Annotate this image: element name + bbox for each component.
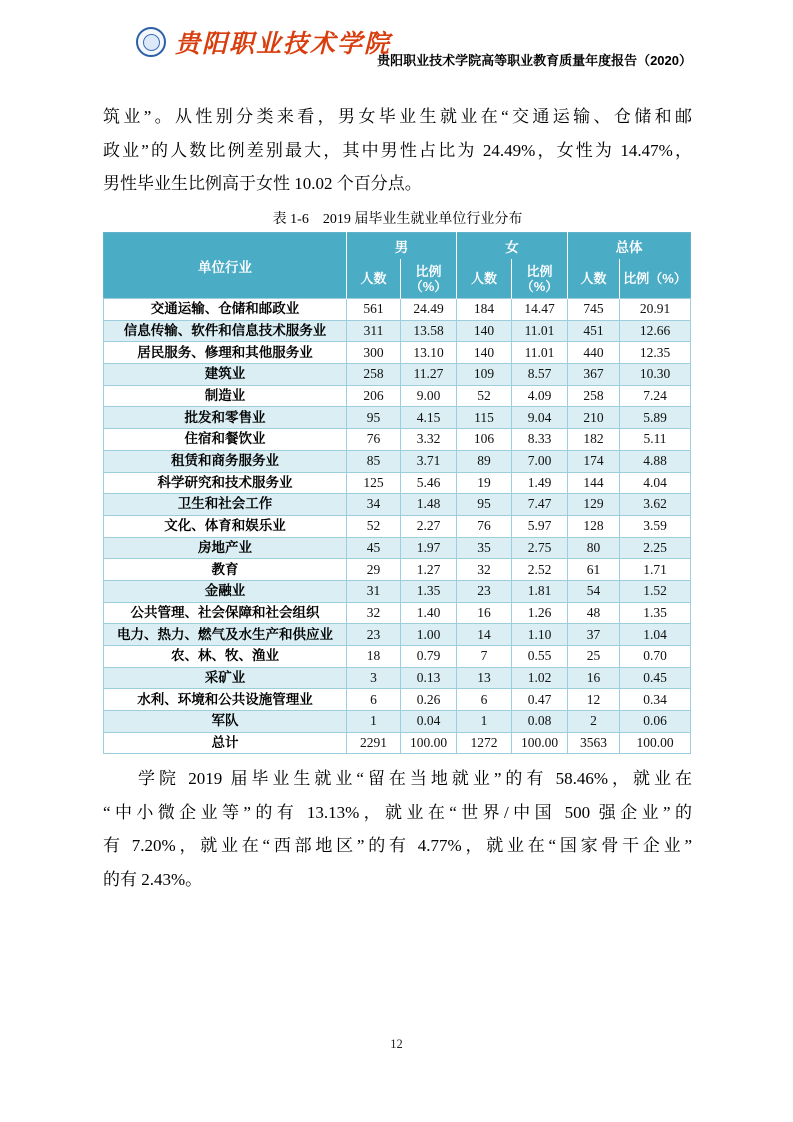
industry-cell: 军队 — [104, 711, 347, 733]
text-line: 有 7.20%，就业在“西部地区”的有 4.77%，就业在“国家骨干企业” — [103, 836, 692, 855]
value-cell: 32 — [347, 602, 401, 624]
value-cell: 1.02 — [512, 667, 568, 689]
value-cell: 61 — [568, 559, 620, 581]
value-cell: 9.04 — [512, 407, 568, 429]
industry-cell: 建筑业 — [104, 364, 347, 386]
value-cell: 311 — [347, 320, 401, 342]
industry-cell: 批发和零售业 — [104, 407, 347, 429]
value-cell: 115 — [457, 407, 512, 429]
value-cell: 35 — [457, 537, 512, 559]
value-cell: 5.46 — [401, 472, 457, 494]
value-cell: 2.52 — [512, 559, 568, 581]
value-cell: 18 — [347, 646, 401, 668]
value-cell: 4.15 — [401, 407, 457, 429]
value-cell: 34 — [347, 494, 401, 516]
value-cell: 32 — [457, 559, 512, 581]
value-cell: 174 — [568, 450, 620, 472]
value-cell: 3.62 — [620, 494, 691, 516]
table-row — [104, 299, 691, 321]
value-cell: 4.09 — [512, 385, 568, 407]
value-cell: 0.34 — [620, 689, 691, 711]
value-cell: 95 — [347, 407, 401, 429]
value-cell: 31 — [347, 580, 401, 602]
value-cell: 2 — [568, 711, 620, 733]
ratio-label-line: （%） — [520, 278, 559, 294]
value-cell: 16 — [568, 667, 620, 689]
header-total-group: 总体 — [568, 233, 691, 260]
table-row — [104, 559, 691, 581]
value-cell: 1.81 — [512, 580, 568, 602]
value-cell: 7.00 — [512, 450, 568, 472]
table-row — [104, 472, 691, 494]
value-cell: 14.47 — [512, 299, 568, 321]
value-cell: 52 — [457, 385, 512, 407]
value-cell: 1.35 — [401, 580, 457, 602]
value-cell: 1272 — [457, 732, 512, 754]
text-line: 政业”的人数比例差别最大，其中男性占比为 24.49%，女性为 14.47%， — [103, 140, 692, 160]
text-line: 的有 2.43%。 — [103, 869, 203, 889]
industry-cell: 住宿和餐饮业 — [104, 429, 347, 451]
table-row — [104, 602, 691, 624]
industry-cell: 公共管理、社会保障和社会组织 — [104, 602, 347, 624]
value-cell: 85 — [347, 450, 401, 472]
value-cell: 300 — [347, 342, 401, 364]
value-cell: 140 — [457, 320, 512, 342]
table-row — [104, 624, 691, 646]
value-cell: 7.47 — [512, 494, 568, 516]
value-cell: 128 — [568, 515, 620, 537]
value-cell: 37 — [568, 624, 620, 646]
value-cell: 1.71 — [620, 559, 691, 581]
college-logo-text: 贵阳职业技术学院 — [175, 29, 392, 58]
table-row — [104, 667, 691, 689]
value-cell: 8.33 — [512, 429, 568, 451]
value-cell: 16 — [457, 602, 512, 624]
value-cell: 367 — [568, 364, 620, 386]
value-cell: 561 — [347, 299, 401, 321]
value-cell: 1.97 — [401, 537, 457, 559]
industry-cell: 教育 — [104, 559, 347, 581]
table-row — [104, 450, 691, 472]
value-cell: 76 — [347, 429, 401, 451]
value-cell: 440 — [568, 342, 620, 364]
ratio-label-line: 比例 — [415, 263, 442, 279]
value-cell: 451 — [568, 320, 620, 342]
table-caption: 表 1-6 2019 届毕业生就业单位行业分布 — [272, 212, 523, 227]
value-cell: 258 — [568, 385, 620, 407]
value-cell: 1.52 — [620, 580, 691, 602]
page-number: 12 — [390, 1037, 403, 1051]
value-cell: 23 — [457, 580, 512, 602]
value-cell: 76 — [457, 515, 512, 537]
industry-cell: 总计 — [104, 732, 347, 754]
value-cell: 95 — [457, 494, 512, 516]
value-cell: 6 — [347, 689, 401, 711]
header-male-ratio — [401, 259, 457, 299]
college-logo — [136, 24, 391, 60]
value-cell: 24.49 — [401, 299, 457, 321]
value-cell: 89 — [457, 450, 512, 472]
value-cell: 9.00 — [401, 385, 457, 407]
value-cell: 129 — [568, 494, 620, 516]
value-cell: 13 — [457, 667, 512, 689]
value-cell: 8.57 — [512, 364, 568, 386]
table-row — [104, 342, 691, 364]
value-cell: 1.10 — [512, 624, 568, 646]
value-cell: 5.89 — [620, 407, 691, 429]
industry-cell: 水利、环境和公共设施管理业 — [104, 689, 347, 711]
value-cell: 0.08 — [512, 711, 568, 733]
industry-cell: 科学研究和技术服务业 — [104, 472, 347, 494]
value-cell: 12 — [568, 689, 620, 711]
header-total-ratio: 比例（%） — [620, 259, 691, 299]
table-row — [104, 711, 691, 733]
value-cell: 11.01 — [512, 342, 568, 364]
value-cell: 11.27 — [401, 364, 457, 386]
value-cell: 3 — [347, 667, 401, 689]
paragraph-gender-analysis — [103, 100, 692, 201]
table-row — [104, 320, 691, 342]
value-cell: 19 — [457, 472, 512, 494]
value-cell: 258 — [347, 364, 401, 386]
value-cell: 0.13 — [401, 667, 457, 689]
value-cell: 7 — [457, 646, 512, 668]
value-cell: 2.25 — [620, 537, 691, 559]
value-cell: 1 — [347, 711, 401, 733]
value-cell: 25 — [568, 646, 620, 668]
value-cell: 48 — [568, 602, 620, 624]
value-cell: 3.32 — [401, 429, 457, 451]
table-row — [104, 732, 691, 754]
table-row — [104, 515, 691, 537]
value-cell: 140 — [457, 342, 512, 364]
header-female-ratio — [512, 259, 568, 299]
paragraph-employment-stats — [103, 762, 692, 896]
industry-cell: 制造业 — [104, 385, 347, 407]
industry-table-body — [104, 299, 691, 754]
value-cell: 0.70 — [620, 646, 691, 668]
header-total-count: 人数 — [568, 259, 620, 299]
industry-cell: 农、林、牧、渔业 — [104, 646, 347, 668]
ratio-label-line: （%） — [409, 278, 448, 294]
text-line: 男性毕业生比例高于女性 10.02 个百分点。 — [103, 174, 422, 193]
header-female-count: 人数 — [457, 259, 512, 299]
value-cell: 1.48 — [401, 494, 457, 516]
value-cell: 5.11 — [620, 429, 691, 451]
value-cell: 4.04 — [620, 472, 691, 494]
value-cell: 2291 — [347, 732, 401, 754]
value-cell: 206 — [347, 385, 401, 407]
value-cell: 0.26 — [401, 689, 457, 711]
table-row — [104, 385, 691, 407]
text-line: “中小微企业等”的有 13.13%，就业在“世界/中国 500 强企业”的 — [103, 802, 692, 822]
value-cell: 3.59 — [620, 515, 691, 537]
industry-cell: 文化、体育和娱乐业 — [104, 515, 347, 537]
value-cell: 2.27 — [401, 515, 457, 537]
table-header-group-row — [104, 233, 691, 260]
value-cell: 1.00 — [401, 624, 457, 646]
value-cell: 2.75 — [512, 537, 568, 559]
value-cell: 1.49 — [512, 472, 568, 494]
table-row — [104, 580, 691, 602]
value-cell: 5.97 — [512, 515, 568, 537]
value-cell: 0.04 — [401, 711, 457, 733]
industry-cell: 卫生和社会工作 — [104, 494, 347, 516]
value-cell: 184 — [457, 299, 512, 321]
value-cell: 144 — [568, 472, 620, 494]
value-cell: 0.45 — [620, 667, 691, 689]
industry-cell: 金融业 — [104, 580, 347, 602]
value-cell: 54 — [568, 580, 620, 602]
value-cell: 12.66 — [620, 320, 691, 342]
value-cell: 13.58 — [401, 320, 457, 342]
header-male-group: 男 — [347, 233, 457, 260]
industry-cell: 信息传输、软件和信息技术服务业 — [104, 320, 347, 342]
value-cell: 1.27 — [401, 559, 457, 581]
value-cell: 100.00 — [401, 732, 457, 754]
value-cell: 106 — [457, 429, 512, 451]
value-cell: 0.47 — [512, 689, 568, 711]
ratio-label-line: 比例 — [526, 263, 553, 279]
industry-cell: 交通运输、仓储和邮政业 — [104, 299, 347, 321]
college-emblem-icon — [136, 27, 166, 57]
college-emblem-inner-ring — [143, 34, 160, 51]
value-cell: 10.30 — [620, 364, 691, 386]
table-row — [104, 689, 691, 711]
industry-cell: 电力、热力、燃气及水生产和供应业 — [104, 624, 347, 646]
value-cell: 80 — [568, 537, 620, 559]
header-male-count: 人数 — [347, 259, 401, 299]
value-cell: 12.35 — [620, 342, 691, 364]
value-cell: 52 — [347, 515, 401, 537]
value-cell: 1 — [457, 711, 512, 733]
industry-cell: 房地产业 — [104, 537, 347, 559]
value-cell: 3.71 — [401, 450, 457, 472]
value-cell: 0.06 — [620, 711, 691, 733]
value-cell: 125 — [347, 472, 401, 494]
value-cell: 20.91 — [620, 299, 691, 321]
table-row — [104, 407, 691, 429]
text-line: 学院 2019 届毕业生就业“留在当地就业”的有 58.46%，就业在 — [138, 769, 692, 788]
value-cell: 1.26 — [512, 602, 568, 624]
value-cell: 6 — [457, 689, 512, 711]
value-cell: 109 — [457, 364, 512, 386]
value-cell: 1.04 — [620, 624, 691, 646]
report-title: 贵阳职业技术学院高等职业教育质量年度报告（2020） — [377, 53, 692, 68]
value-cell: 1.35 — [620, 602, 691, 624]
value-cell: 1.40 — [401, 602, 457, 624]
value-cell: 3563 — [568, 732, 620, 754]
table-row — [104, 494, 691, 516]
text-line: 筑业”。从性别分类来看，男女毕业生就业在“交通运输、仓储和邮 — [103, 107, 692, 126]
value-cell: 7.24 — [620, 385, 691, 407]
value-cell: 13.10 — [401, 342, 457, 364]
value-cell: 0.55 — [512, 646, 568, 668]
table-row — [104, 364, 691, 386]
table-row — [104, 537, 691, 559]
value-cell: 0.79 — [401, 646, 457, 668]
table-row — [104, 429, 691, 451]
table-header — [104, 233, 691, 299]
value-cell: 45 — [347, 537, 401, 559]
header-female-group: 女 — [457, 233, 568, 260]
table-row — [104, 646, 691, 668]
industry-cell: 租赁和商务服务业 — [104, 450, 347, 472]
value-cell: 4.88 — [620, 450, 691, 472]
value-cell: 11.01 — [512, 320, 568, 342]
value-cell: 14 — [457, 624, 512, 646]
value-cell: 100.00 — [620, 732, 691, 754]
industry-cell: 居民服务、修理和其他服务业 — [104, 342, 347, 364]
industry-cell: 采矿业 — [104, 667, 347, 689]
value-cell: 210 — [568, 407, 620, 429]
value-cell: 23 — [347, 624, 401, 646]
value-cell: 182 — [568, 429, 620, 451]
industry-distribution-table — [103, 232, 691, 754]
value-cell: 100.00 — [512, 732, 568, 754]
value-cell: 745 — [568, 299, 620, 321]
header-industry: 单位行业 — [104, 233, 347, 299]
value-cell: 29 — [347, 559, 401, 581]
